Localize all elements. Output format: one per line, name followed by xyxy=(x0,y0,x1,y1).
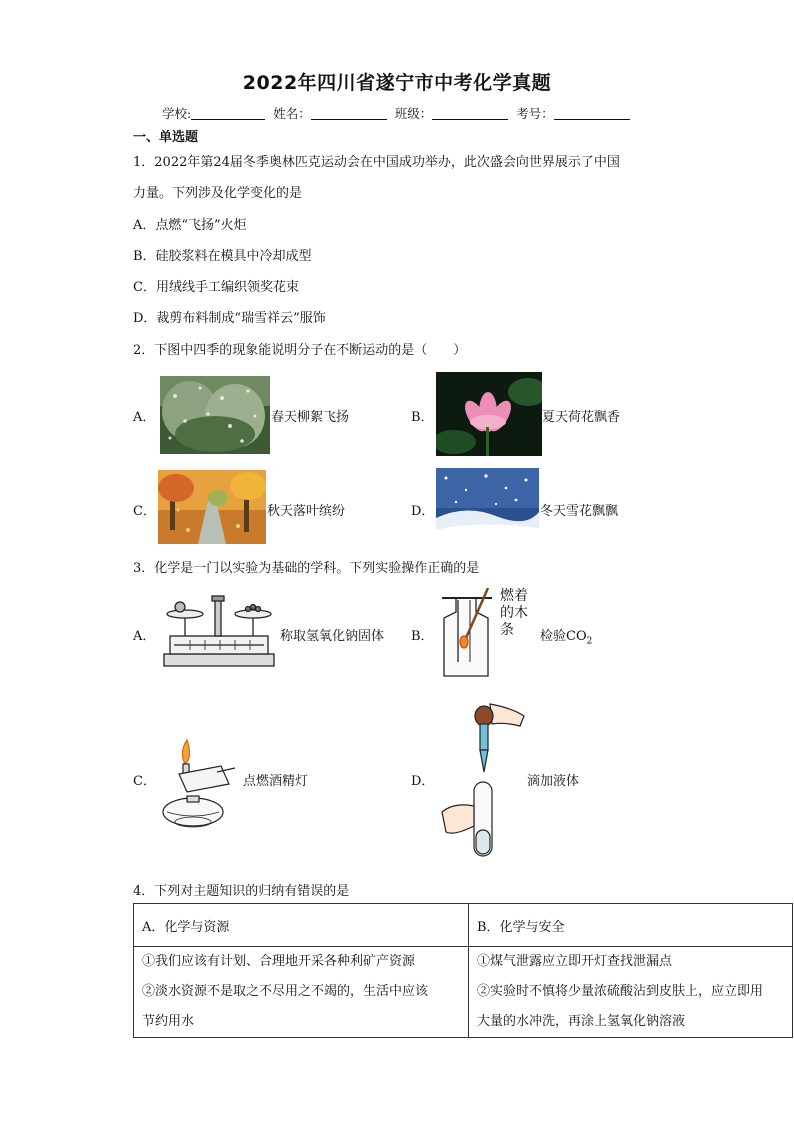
q4-table xyxy=(133,903,793,1038)
q3-option-a-letter: A． xyxy=(133,629,156,644)
q2-option-d-letter: D． xyxy=(411,504,435,519)
q3-option-b-letter: B． xyxy=(411,629,434,644)
q1-option-b: B．硅胶浆料在模具中冷却成型 xyxy=(133,249,312,264)
q1-option-c: C．用绒线手工编织领奖花束 xyxy=(133,280,299,295)
name-label: 姓名： xyxy=(273,106,311,121)
number-blank xyxy=(554,107,630,120)
q3-option-c-text: 点燃酒精灯 xyxy=(243,774,309,789)
alcohol-lamp-drawing xyxy=(157,738,241,830)
q2-option-c-letter: C． xyxy=(133,504,156,519)
q4-table-cell-a xyxy=(134,947,469,1038)
q4-a-line1: ①我们应该有计划、合理地开采各种利矿产资源 xyxy=(142,954,416,969)
page-title: 2022年四川省遂宁市中考化学真题 xyxy=(242,72,552,94)
q1-stem-line1: 1．2022年第24届冬季奥林匹克运动会在中国成功举办，此次盛会向世界展示了中国 xyxy=(133,155,620,170)
q4-b-line1: ①煤气泄露应立即开灯查找泄漏点 xyxy=(477,954,673,969)
section-heading: 一、单选题 xyxy=(133,130,199,145)
q3-option-b-text xyxy=(540,625,592,647)
autumn-leaves-image xyxy=(158,470,266,544)
class-label: 班级： xyxy=(394,106,433,121)
q4-b-line2: ②实验时不慎将少量浓硫酸沾到皮肤上，应立即用 xyxy=(477,984,764,999)
q1-option-a: A．点燃“飞扬”火炬 xyxy=(133,218,247,233)
q4-a-line3: 节约用水 xyxy=(142,1014,195,1029)
q3-option-b-text-main: 检验CO xyxy=(540,629,587,644)
q3-stem: 3．化学是一门以实验为基础的学科。下列实验操作正确的是 xyxy=(133,561,480,576)
name-blank xyxy=(311,107,387,120)
class-blank xyxy=(432,107,508,120)
q3-option-d-text: 滴加液体 xyxy=(527,774,580,789)
number-label: 考号： xyxy=(516,106,554,121)
burning-stick-label-line3: 条 xyxy=(500,622,514,638)
q1-stem-line2: 力量。下列涉及化学变化的是 xyxy=(133,186,303,201)
burning-stick-label-line1: 燃着 xyxy=(500,588,528,604)
q2-option-a-text: 春天柳絮飞扬 xyxy=(271,410,350,425)
lotus-image xyxy=(436,372,542,456)
q3-option-a-text: 称取氢氧化钠固体 xyxy=(280,629,385,644)
q4-stem: 4．下列对主题知识的归纳有错误的是 xyxy=(133,884,350,899)
q2-stem: 2．下图中四季的现象能说明分子在不断运动的是（ ） xyxy=(133,343,467,358)
burning-stick-label-line2: 的木 xyxy=(500,605,528,621)
balance-scale-drawing xyxy=(160,592,278,670)
q2-option-b-text: 夏天荷花飘香 xyxy=(542,410,621,425)
snow-image xyxy=(436,468,539,548)
gas-bottle-drawing xyxy=(436,588,498,680)
willow-catkin-image xyxy=(160,376,270,454)
q4-table-head-b: B．化学与安全 xyxy=(469,904,793,947)
q3-option-b-subscript: 2 xyxy=(586,636,593,647)
q4-a-line2: ②淡水资源不是取之不尽用之不竭的，生活中应该 xyxy=(142,984,429,999)
q2-option-d-text: 冬天雪花飘飘 xyxy=(540,504,619,519)
q4-table-head-a: A．化学与资源 xyxy=(134,904,469,947)
q2-option-c-text: 秋天落叶缤纷 xyxy=(267,504,346,519)
dropper-test-tube-drawing xyxy=(440,702,526,862)
school-label: 学校: xyxy=(162,106,192,121)
school-blank xyxy=(191,107,265,120)
q3-option-c-letter: C． xyxy=(133,774,156,789)
q1-option-d: D．裁剪布料制成“瑞雪祥云”服饰 xyxy=(133,311,326,326)
q2-option-a-letter: A． xyxy=(133,410,156,425)
q3-option-d-letter: D． xyxy=(411,774,435,789)
q4-table-cell-b xyxy=(469,947,793,1038)
q2-option-b-letter: B． xyxy=(411,410,434,425)
burning-stick-label xyxy=(500,588,528,639)
q4-b-line3: 大量的水冲洗，再涂上氢氧化钠溶液 xyxy=(477,1014,686,1029)
student-info-line xyxy=(162,104,634,122)
